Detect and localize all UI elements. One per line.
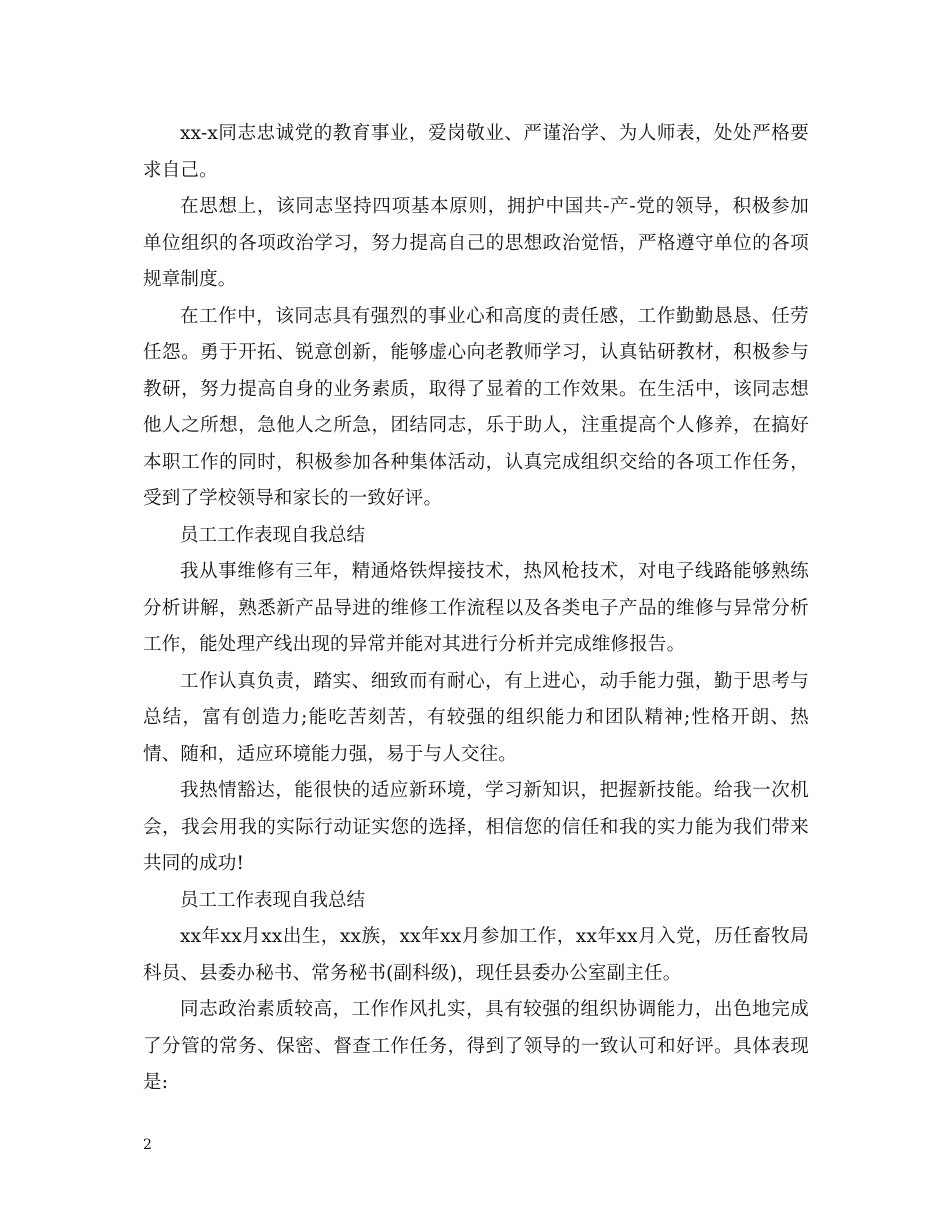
section-heading-1: 员工工作表现自我总结 xyxy=(180,524,366,546)
paragraph-4: 我从事维修有三年，精通烙铁焊接技术，热风枪技术，对电子线路能够熟练分析讲解，熟悉新产品导进的维修工作流程以及各类电子产品的维修与异常分析工作，能处理产线出现的异常并能对其进行分析并完成维修报告。 xyxy=(143,561,809,655)
paragraph-8: 同志政治素质较高，工作作风扎实，具有较强的组织协调能力，出色地完成了分管的常务、保密、督查工作任务，得到了领导的一致认可和好评。具体表现是: xyxy=(143,999,809,1093)
paragraph-3: 在工作中，该同志具有强烈的事业心和高度的责任感，工作勤勤恳恳、任劳任怨。勇于开拓、锐意创新，能够虚心向老教师学习，认真钻研教材，积极参与教研，努力提高自身的业务素质，取得了显着的工作效果。在生活中，该同志想他人之所想，急他人之所急，团结同志，乐于助人，注重提高个人修养，在搞好本职工作的同时，积极参加各种集体活动，认真完成组织交给的各项工作任务，受到了学校领导和家长的一致好评。 xyxy=(143,305,809,509)
paragraph-7: xx年xx月xx出生，xx族，xx年xx月参加工作，xx年xx月入党，历任畜牧局科员、县委办秘书、常务秘书(副科级)，现任县委办公室副主任。 xyxy=(143,926,809,984)
page-number: 2 xyxy=(143,1137,152,1153)
paragraph-5: 工作认真负责，踏实、细致而有耐心，有上进心，动手能力强，勤于思考与总结，富有创造力;能吃苦刻苦，有较强的组织能力和团队精神;性格开朗、热情、随和，适应环境能力强，易于与人交往。 xyxy=(143,670,809,765)
paragraph-6: 我热情豁达，能很快的适应新环境，学习新知识，把握新技能。给我一次机会，我会用我的实际行动证实您的选择，相信您的信任和我的实力能为我们带来共同的成功! xyxy=(143,780,809,874)
document-body xyxy=(143,116,809,1102)
paragraph-2: 在思想上，该同志坚持四项基本原则，拥护中国共-产-党的领导，积极参加单位组织的各项政治学习，努力提高自己的思想政治觉悟，严格遵守单位的各项规章制度。 xyxy=(143,196,809,290)
paragraph-1: xx-x同志忠诚党的教育事业，爱岗敬业、严谨治学、为人师表，处处严格要求自己。 xyxy=(143,123,809,181)
section-heading-2: 员工工作表现自我总结 xyxy=(180,889,366,911)
